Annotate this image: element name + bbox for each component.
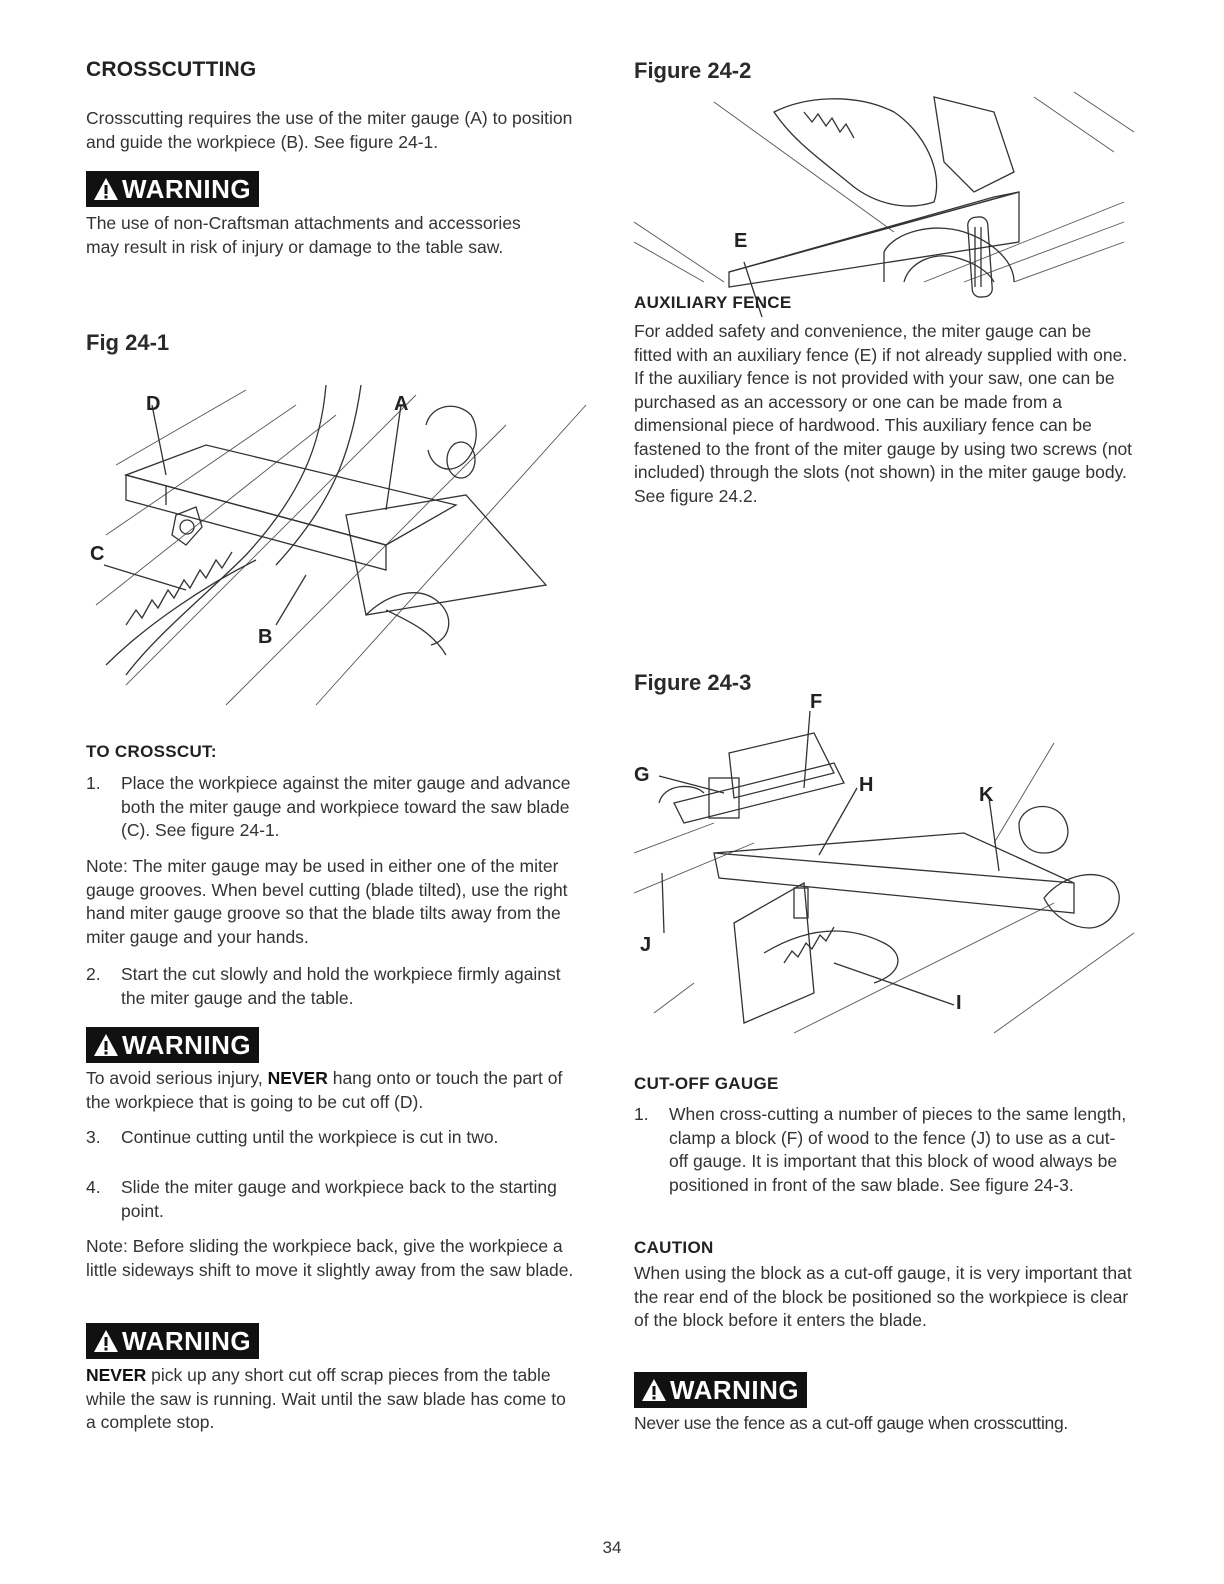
warning-banner xyxy=(86,1323,259,1359)
warning-text-pre: To avoid serious injury, xyxy=(86,1068,268,1088)
warning-label: WARNING xyxy=(670,1375,800,1405)
label-e: E xyxy=(734,230,748,252)
step-text: Continue cutting until the workpiece is cut in two. xyxy=(121,1127,499,1147)
label-j: J xyxy=(640,934,652,956)
warning-emphasis: NEVER xyxy=(267,1068,328,1088)
warning-label: WARNING xyxy=(122,1326,252,1356)
caution-heading: CAUTION xyxy=(634,1238,714,1257)
warning-label: WARNING xyxy=(122,174,252,204)
cutoff-step-1 xyxy=(634,1103,1134,1197)
warning-text-post: pick up any short cut off scrap pieces from the table while the saw is running. Wait until the saw blade has come to a complete stop. xyxy=(86,1365,566,1432)
warning-text: Never use the fence as a cut-off gauge when crosscutting. xyxy=(634,1413,1068,1433)
warning-label: WARNING xyxy=(122,1030,252,1060)
figure-title: Fig 24-1 xyxy=(86,330,170,355)
label-f: F xyxy=(810,691,823,713)
step-text: When cross-cutting a number of pieces to the same length, clamp a block (F) of wood to the fence (J) to use as a cut-off gauge. It is important that this block of wood always be positioned in front of the saw blade. See figure 24-3. xyxy=(669,1104,1127,1195)
step-3 xyxy=(86,1126,586,1150)
label-k: K xyxy=(979,784,994,806)
step-text: Place the workpiece against the miter gauge and advance both the miter gauge and workpiece toward the saw blade (C). See figure 24-1. xyxy=(121,773,571,840)
step-number: 1. xyxy=(86,773,101,793)
figure-24-1-illustration xyxy=(86,385,586,710)
warning-text xyxy=(86,1364,576,1435)
warning-emphasis: NEVER xyxy=(86,1365,147,1385)
warning-text: The use of non-Craftsman attachments and accessories may result in risk of injury or damage to the table saw. xyxy=(86,213,521,257)
note-1: Note: The miter gauge may be used in either one of the miter gauge grooves. When bevel cutting (blade tilted), use the right hand miter gauge groove so that the blade tilts away from the miter gauge and your hands. xyxy=(86,856,568,947)
warning-text-post: hang onto or touch the part of the workpiece that is going to be cut off (D). xyxy=(86,1068,563,1112)
label-g: G xyxy=(634,764,650,786)
label-c: C xyxy=(90,543,105,565)
figure-24-2-illustration xyxy=(634,92,1134,284)
step-2 xyxy=(86,963,586,1010)
step-number: 4. xyxy=(86,1177,101,1197)
note-2: Note: Before sliding the workpiece back, give the workpiece a little sideways shift to move it slightly away from the saw blade. xyxy=(86,1236,574,1280)
warning-banner xyxy=(634,1372,807,1408)
step-1 xyxy=(86,772,586,843)
step-text: Slide the miter gauge and workpiece back to the starting point. xyxy=(121,1177,557,1221)
label-i: I xyxy=(956,992,962,1014)
step-number: 2. xyxy=(86,964,101,984)
caution-text: When using the block as a cut-off gauge, it is very important that the rear end of the block be positioned so the workpiece is clear of the block before it enters the blade. xyxy=(634,1263,1132,1330)
step-number: 1. xyxy=(634,1104,649,1124)
label-b: B xyxy=(258,626,273,648)
warning-text xyxy=(86,1067,576,1114)
label-d: D xyxy=(146,393,161,415)
page-number: 34 xyxy=(602,1538,622,1557)
warning-triangle-icon xyxy=(92,176,120,202)
figure-title: Figure 24-2 xyxy=(634,58,752,83)
warning-banner xyxy=(86,171,259,207)
step-number: 3. xyxy=(86,1127,101,1147)
label-h: H xyxy=(859,774,874,796)
aux-fence-text: For added safety and convenience, the miter gauge can be fitted with an auxiliary fence (E) if not already supplied with one. If the auxiliary fence is not provided with your saw, one can be purchased as an accessory or one can be made from a dimensional piece of hardwood. This auxiliary fence can be fastened to the front of the miter gauge by using two screws (not included) through the slots (not shown) in the miter gauge body. See figure 24.2. xyxy=(634,321,1133,506)
warning-triangle-icon xyxy=(92,1032,120,1058)
warning-triangle-icon xyxy=(640,1377,668,1403)
warning-banner xyxy=(86,1027,259,1063)
figure-24-3-illustration xyxy=(634,691,1134,1038)
intro-text: Crosscutting requires the use of the miter gauge (A) to position and guide the workpiece (B). See figure 24-1. xyxy=(86,108,573,152)
section-heading: CROSSCUTTING xyxy=(86,58,257,81)
figure-title: Figure 24-3 xyxy=(634,670,752,695)
label-a: A xyxy=(394,393,409,415)
to-crosscut-heading: TO CROSSCUT: xyxy=(86,742,217,761)
warning-triangle-icon xyxy=(92,1328,120,1354)
aux-fence-heading: AUXILIARY FENCE xyxy=(634,293,792,312)
step-text: Start the cut slowly and hold the workpiece firmly against the miter gauge and the table. xyxy=(121,964,561,1008)
step-4 xyxy=(86,1176,586,1223)
cutoff-gauge-heading: CUT-OFF GAUGE xyxy=(634,1074,779,1093)
